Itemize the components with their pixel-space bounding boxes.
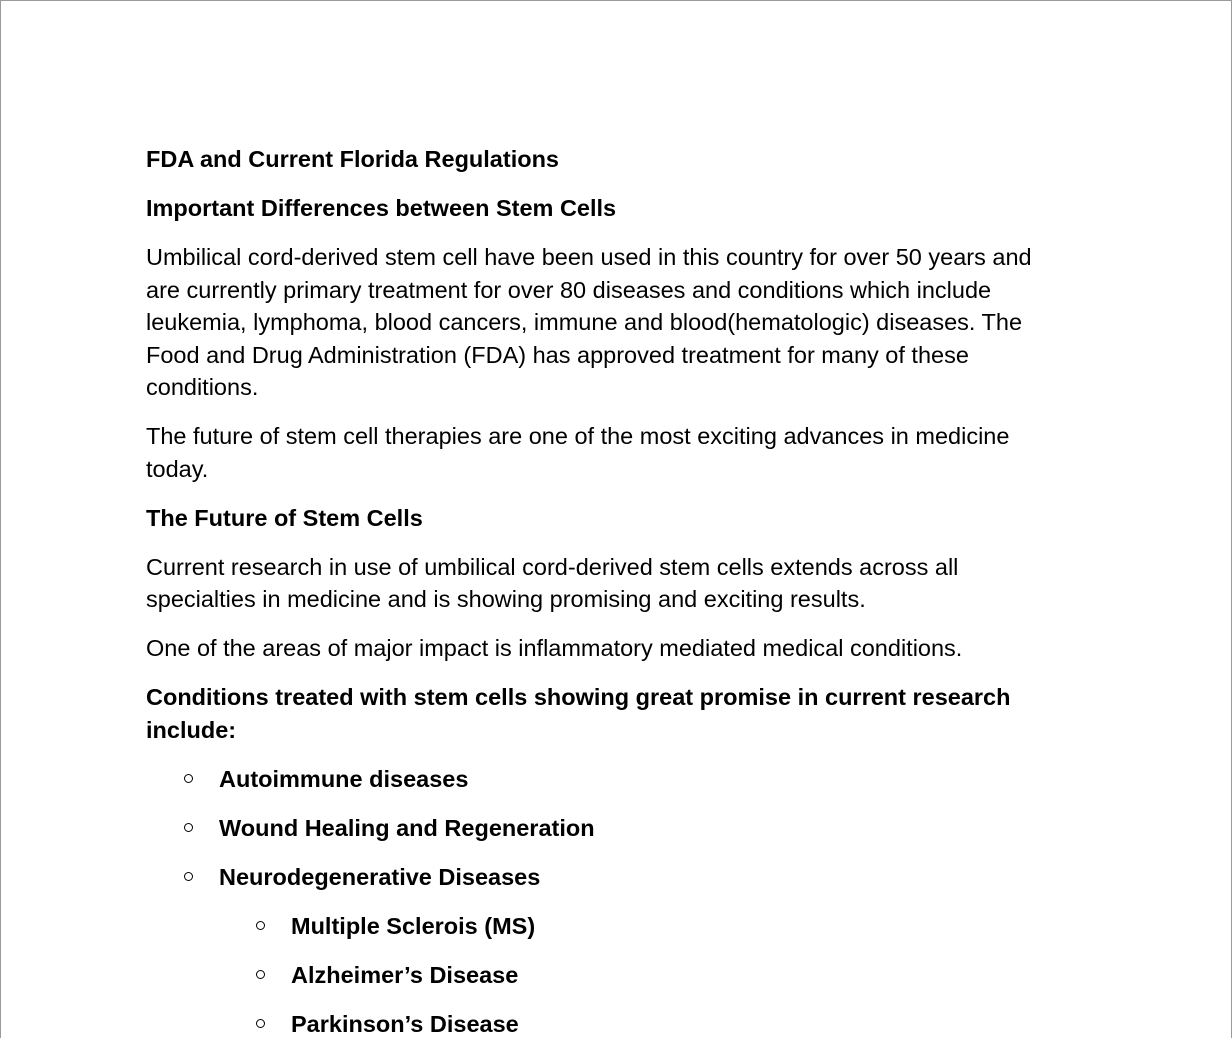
list-item — [146, 763, 1066, 796]
hollow-bullet-icon — [256, 970, 265, 979]
paragraph-current-research: Current research in use of umbilical cord-derived stem cells extends across all specialties in medicine and is showing promising and exciting results. — [146, 553, 959, 612]
paragraph-future-therapies: The future of stem cell therapies are one of the most exciting advances in medicine today. — [146, 423, 1010, 482]
list-item — [146, 861, 1066, 894]
neurodegenerative-sublist — [146, 910, 1066, 1038]
hollow-bullet-icon — [256, 921, 265, 930]
list-item — [146, 812, 1066, 845]
list-item-label: Multiple Sclerois (MS) — [291, 912, 536, 939]
list-item-label: Wound Healing and Regeneration — [219, 814, 595, 841]
list-item-label: Autoimmune diseases — [219, 765, 469, 792]
heading-important-differences: Important Differences between Stem Cells — [146, 195, 617, 221]
document-body — [146, 143, 1066, 1038]
paragraph-umbilical-cord: Umbilical cord-derived stem cell have been used in this country for over 50 years and are currently primary treatment for over 80 diseases and conditions which include leukemia, lymphoma, blood cancers, immune and blood(hematologic) diseases. The Food and Drug Administration (FDA) has approved treatment for many of these conditions. — [146, 244, 1032, 400]
list-item-label: Alzheimer’s Disease — [291, 961, 519, 988]
conditions-list — [146, 763, 1066, 894]
hollow-bullet-icon — [256, 1019, 265, 1028]
paragraph-major-impact: One of the areas of major impact is inflammatory mediated medical conditions. — [146, 635, 963, 661]
heading-conditions-treated: Conditions treated with stem cells showing great promise in current research include: — [146, 684, 1011, 743]
list-item — [146, 910, 1066, 943]
hollow-bullet-icon — [184, 872, 193, 881]
heading-fda-regulations: FDA and Current Florida Regulations — [146, 146, 560, 172]
list-item-label: Neurodegenerative Diseases — [219, 863, 541, 890]
list-item-label: Parkinson’s Disease — [291, 1010, 519, 1037]
heading-future-of-stem-cells: The Future of Stem Cells — [146, 504, 423, 531]
list-item — [146, 1008, 1066, 1038]
hollow-bullet-icon — [184, 823, 193, 832]
list-item — [146, 959, 1066, 992]
hollow-bullet-icon — [184, 774, 193, 783]
